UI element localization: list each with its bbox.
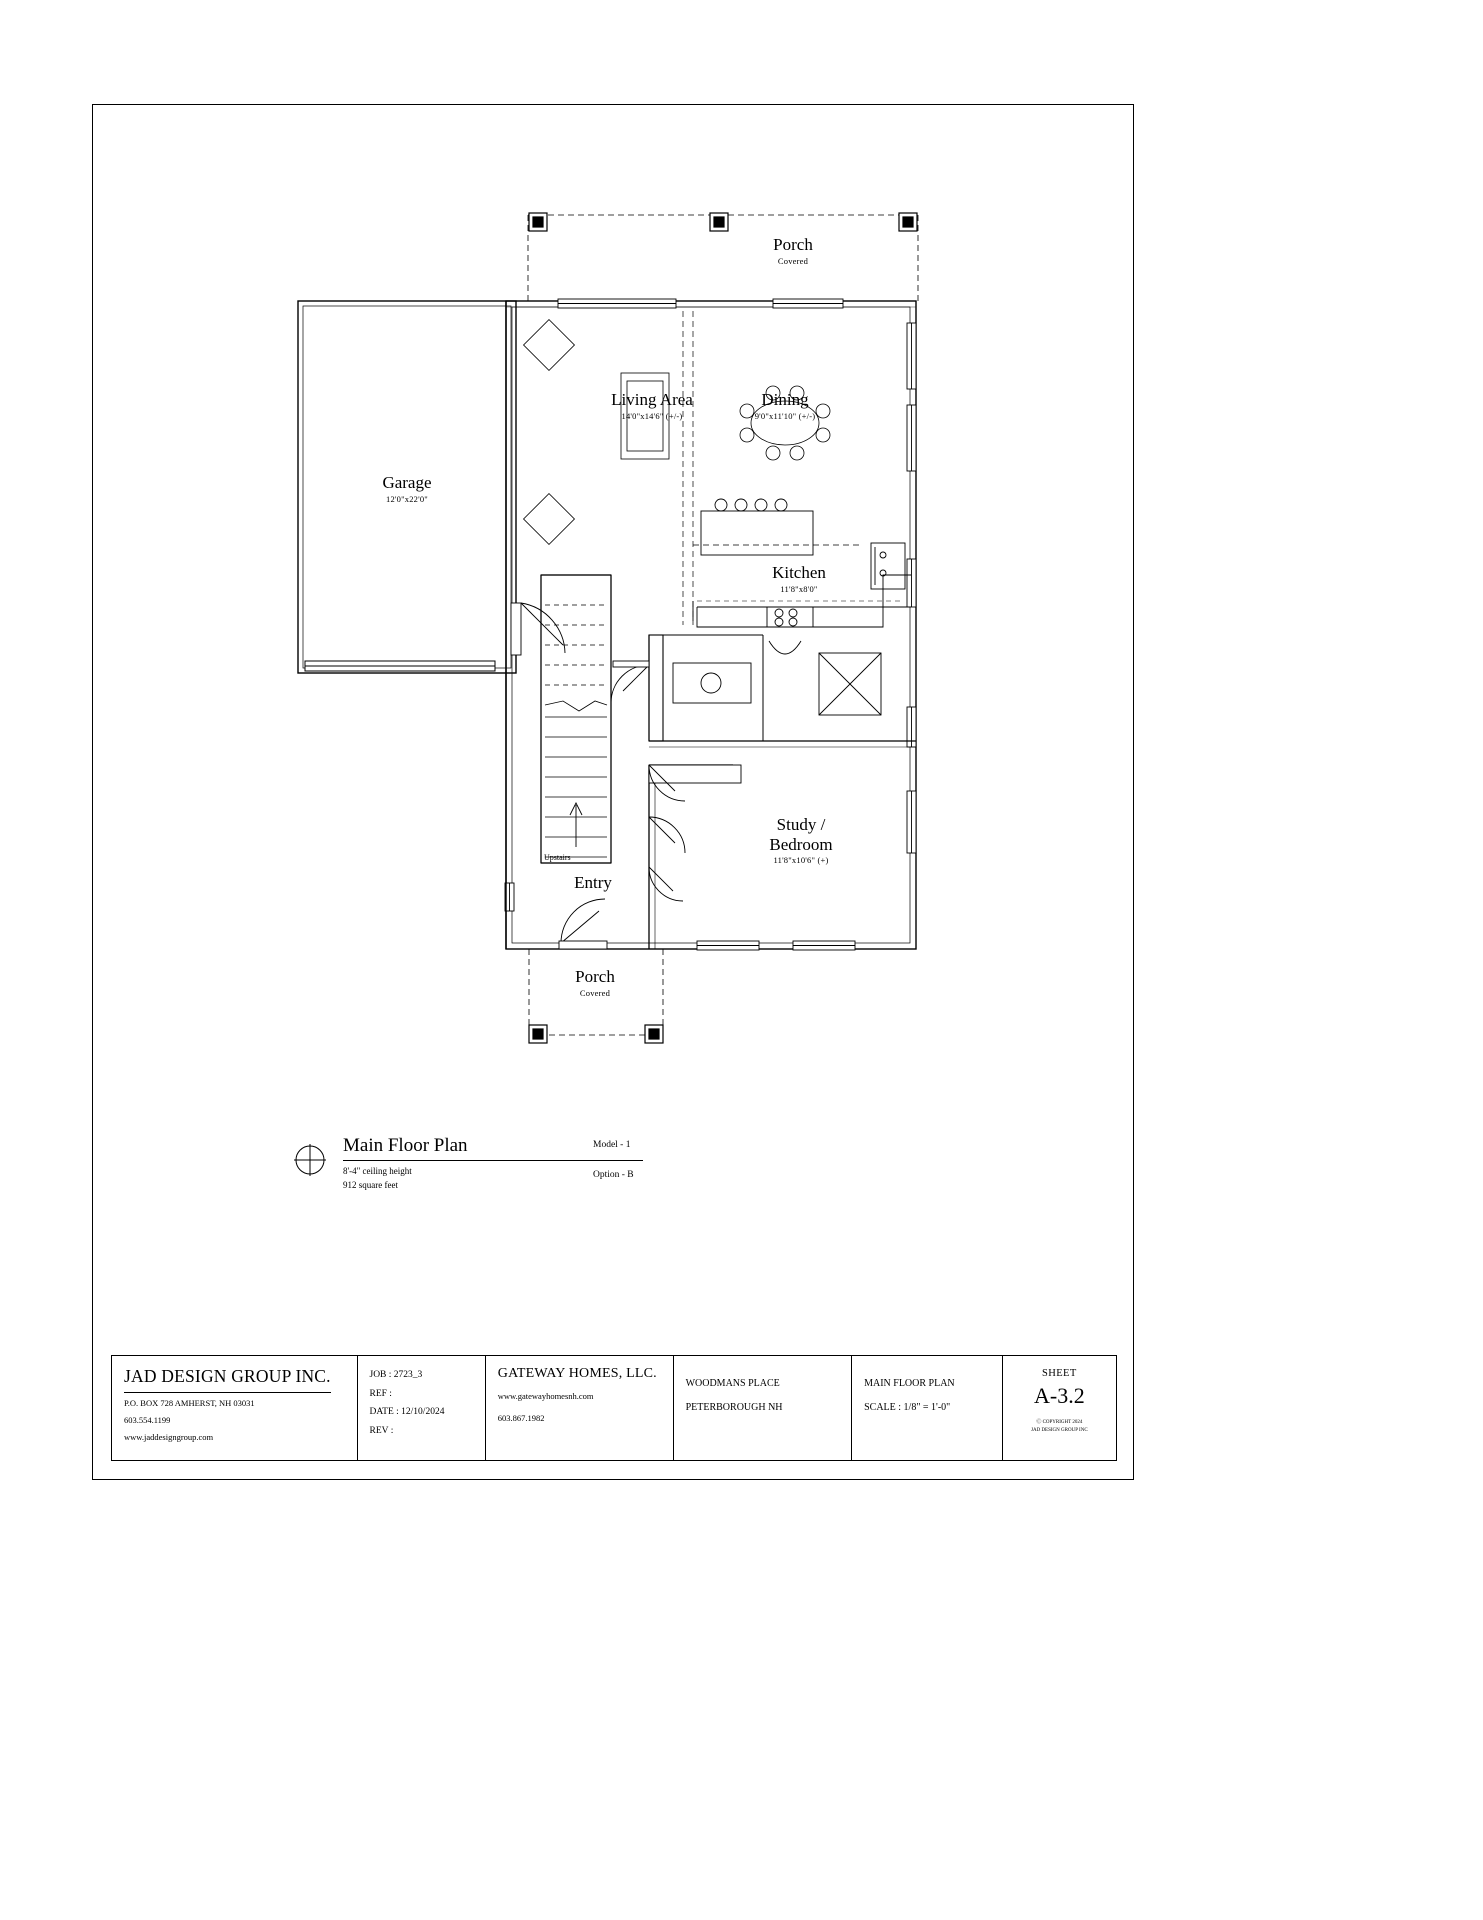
plan-option: Option - B (593, 1170, 634, 1180)
sheet-title: MAIN FLOOR PLAN (864, 1378, 955, 1389)
drawing-sheet (92, 104, 1134, 1480)
plan-title: Main Floor Plan (343, 1135, 643, 1161)
room-label-kitchen: Kitchen 11'8"x8'0" (772, 563, 826, 594)
room-label-garage: Garage 12'0"x22'0" (382, 473, 432, 504)
firm-address: P.O. BOX 728 AMHERST, NH 03031 (124, 1398, 255, 1408)
floor-plan-drawing (93, 105, 1133, 1105)
title-block-client (486, 1356, 674, 1460)
sheet-number: A-3.2 (1033, 1383, 1085, 1408)
floor-plan-svg (93, 105, 1133, 1105)
client-phone: 603.867.1982 (497, 1413, 545, 1424)
room-label-porch-rear: Porch Covered (773, 235, 813, 266)
client-name: GATEWAY HOMES, LLC. (497, 1366, 657, 1381)
firm-website: www.jaddesigngroup.com (124, 1432, 214, 1443)
job-date: DATE : 12/10/2024 (369, 1407, 445, 1418)
plan-model: Model - 1 (593, 1140, 631, 1150)
copyright-line-1: Ⓒ COPYRIGHT 2024 (1036, 1420, 1083, 1425)
title-block-project (674, 1356, 853, 1460)
plan-caption (293, 1135, 753, 1192)
plan-ceiling-height: 8'-4" ceiling height (343, 1166, 412, 1176)
sheet-scale: SCALE : 1/8" = 1'-0" (864, 1402, 951, 1413)
room-label-study-bedroom: Study / Bedroom 11'8"x10'6" (+) (769, 815, 833, 866)
north-arrow-icon (293, 1143, 327, 1177)
room-label-entry: Entry (574, 873, 612, 892)
firm-name: JAD DESIGN GROUP INC. (124, 1366, 331, 1393)
copyright-line-2: JAD DESIGN GROUP INC (1031, 1427, 1088, 1433)
job-rev: REV : (369, 1425, 394, 1436)
title-block-sheet-number (1003, 1356, 1116, 1460)
job-ref: REF : (369, 1388, 392, 1399)
plan-square-feet: 912 square feet (343, 1179, 398, 1190)
client-website: www.gatewayhomesnh.com (497, 1391, 594, 1401)
title-block-sheet-info (852, 1356, 1003, 1460)
title-block (111, 1355, 1117, 1461)
firm-phone: 603.554.1199 (124, 1415, 171, 1426)
title-block-job (358, 1356, 486, 1460)
title-block-firm (112, 1356, 358, 1460)
project-location: PETERBOROUGH NH (685, 1402, 783, 1413)
project-name: WOODMANS PLACE (685, 1378, 780, 1389)
job-number: JOB : 2723_3 (369, 1370, 423, 1380)
room-label-dining: Dining 9'0"x11'10" (+/-) (754, 390, 816, 421)
sheet-label: SHEET (1042, 1368, 1077, 1379)
room-label-porch-front: Porch Covered (575, 967, 615, 998)
stair-direction-label: Upstairs (544, 853, 571, 862)
room-label-living-area: Living Area 14'0"x14'6" (+/-) (611, 390, 693, 421)
